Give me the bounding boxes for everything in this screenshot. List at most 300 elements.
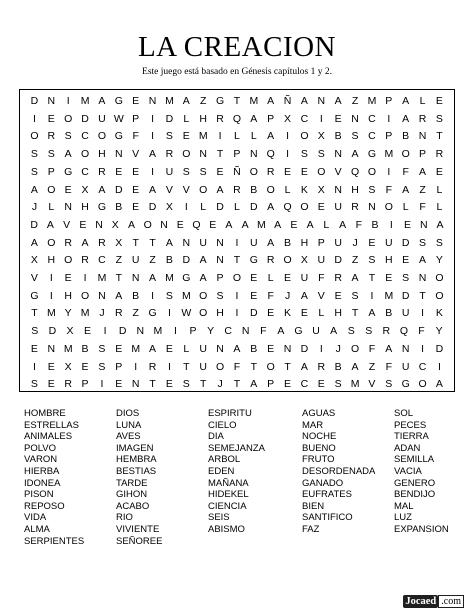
grid-letter[interactable]: G bbox=[294, 325, 303, 338]
grid-letter[interactable]: S bbox=[351, 130, 359, 143]
grid-letter[interactable]: K bbox=[284, 307, 292, 320]
grid-letter[interactable]: E bbox=[284, 272, 292, 284]
grid-letter[interactable]: I bbox=[370, 289, 374, 302]
grid-letter[interactable]: T bbox=[216, 148, 224, 161]
grid-letter[interactable]: P bbox=[385, 95, 393, 107]
grid-letter[interactable]: B bbox=[284, 236, 292, 249]
grid-letter[interactable]: H bbox=[334, 307, 342, 320]
grid-letter[interactable]: S bbox=[165, 130, 173, 143]
grid-letter[interactable]: Q bbox=[399, 325, 409, 338]
grid-letter[interactable]: H bbox=[64, 289, 72, 302]
grid-letter[interactable]: U bbox=[300, 272, 309, 284]
grid-letter[interactable]: D bbox=[30, 95, 39, 107]
grid-letter[interactable]: H bbox=[216, 307, 224, 320]
grid-letter[interactable]: N bbox=[241, 325, 250, 338]
grid-letter[interactable]: I bbox=[184, 201, 188, 214]
grid-letter[interactable]: M bbox=[97, 272, 107, 284]
grid-letter[interactable]: P bbox=[267, 378, 275, 391]
grid-letter[interactable]: T bbox=[419, 289, 426, 302]
grid-letter[interactable]: A bbox=[98, 95, 106, 107]
grid-letter[interactable]: E bbox=[209, 218, 217, 231]
grid-letter[interactable]: A bbox=[351, 272, 359, 284]
grid-letter[interactable]: U bbox=[250, 236, 258, 249]
grid-letter[interactable]: Q bbox=[266, 148, 275, 161]
grid-letter[interactable]: E bbox=[132, 95, 140, 107]
grid-letter[interactable]: R bbox=[64, 378, 72, 391]
grid-letter[interactable]: I bbox=[49, 272, 53, 284]
grid-letter[interactable]: D bbox=[81, 112, 89, 125]
grid-letter[interactable]: L bbox=[183, 112, 190, 125]
grid-letter[interactable]: A bbox=[351, 360, 359, 373]
grid-letter[interactable]: E bbox=[64, 272, 72, 284]
grid-letter[interactable]: U bbox=[334, 201, 342, 214]
grid-letter[interactable]: E bbox=[402, 254, 410, 267]
grid-letter[interactable]: E bbox=[290, 218, 298, 231]
grid-letter[interactable]: C bbox=[81, 165, 89, 178]
grid-letter[interactable]: K bbox=[435, 307, 443, 320]
grid-letter[interactable]: M bbox=[131, 342, 141, 355]
grid-letter[interactable]: D bbox=[216, 201, 224, 214]
grid-letter[interactable]: N bbox=[136, 325, 145, 338]
grid-letter[interactable]: R bbox=[64, 236, 72, 249]
grid-letter[interactable]: O bbox=[199, 183, 208, 196]
grid-letter[interactable]: R bbox=[47, 130, 56, 143]
grid-letter[interactable]: E bbox=[47, 112, 55, 125]
grid-letter[interactable]: F bbox=[368, 342, 376, 355]
grid-letter[interactable]: S bbox=[334, 378, 342, 391]
grid-letter[interactable]: G bbox=[367, 148, 377, 161]
grid-letter[interactable]: S bbox=[47, 148, 55, 161]
grid-letter[interactable]: N bbox=[216, 254, 224, 267]
grid-letter[interactable]: G bbox=[97, 201, 107, 214]
grid-letter[interactable]: I bbox=[173, 325, 177, 338]
grid-letter[interactable]: T bbox=[149, 236, 156, 249]
grid-letter[interactable]: O bbox=[232, 272, 242, 284]
grid-letter[interactable]: M bbox=[165, 95, 174, 107]
grid-letter[interactable]: P bbox=[267, 112, 275, 125]
grid-letter[interactable]: I bbox=[218, 130, 222, 143]
grid-letter[interactable]: C bbox=[300, 112, 309, 125]
grid-letter[interactable]: A bbox=[225, 218, 233, 231]
grid-letter[interactable]: Z bbox=[115, 254, 123, 267]
grid-letter[interactable]: U bbox=[385, 236, 393, 249]
grid-letter[interactable]: E bbox=[267, 342, 275, 355]
grid-letter[interactable]: A bbox=[435, 378, 443, 391]
grid-letter[interactable]: E bbox=[84, 325, 92, 338]
grid-letter[interactable]: L bbox=[250, 130, 257, 143]
grid-letter[interactable]: R bbox=[165, 148, 174, 161]
grid-letter[interactable]: O bbox=[80, 148, 90, 161]
grid-letter[interactable]: L bbox=[234, 130, 240, 143]
grid-letter[interactable]: D bbox=[250, 201, 258, 214]
grid-letter[interactable]: B bbox=[132, 289, 140, 302]
grid-letter[interactable]: Q bbox=[350, 165, 360, 178]
grid-letter[interactable]: E bbox=[182, 130, 190, 143]
grid-letter[interactable]: A bbox=[199, 254, 207, 267]
grid-letter[interactable]: A bbox=[300, 95, 308, 107]
grid-letter[interactable]: E bbox=[284, 378, 292, 391]
grid-letter[interactable]: F bbox=[260, 325, 267, 338]
grid-letter[interactable]: M bbox=[165, 272, 174, 284]
grid-letter[interactable]: D bbox=[182, 254, 191, 267]
grid-letter[interactable]: N bbox=[401, 342, 410, 355]
grid-letter[interactable]: L bbox=[436, 201, 443, 214]
grid-letter[interactable]: O bbox=[266, 183, 275, 196]
grid-letter[interactable]: I bbox=[151, 289, 155, 302]
grid-letter[interactable]: F bbox=[355, 218, 363, 231]
grid-letter[interactable]: O bbox=[80, 289, 90, 302]
grid-letter[interactable]: C bbox=[224, 325, 232, 338]
grid-letter[interactable]: A bbox=[402, 183, 410, 196]
grid-letter[interactable]: X bbox=[30, 254, 38, 267]
grid-letter[interactable]: U bbox=[312, 325, 320, 338]
grid-letter[interactable]: Y bbox=[64, 307, 72, 320]
grid-letter[interactable]: X bbox=[317, 130, 325, 143]
grid-letter[interactable]: E bbox=[404, 218, 412, 231]
grid-letter[interactable]: I bbox=[235, 289, 239, 302]
grid-letter[interactable]: L bbox=[323, 218, 330, 231]
grid-letter[interactable]: R bbox=[98, 236, 106, 249]
grid-letter[interactable]: S bbox=[165, 289, 173, 302]
grid-letter[interactable]: C bbox=[368, 112, 376, 125]
grid-letter[interactable]: Z bbox=[149, 254, 156, 267]
grid-letter[interactable]: F bbox=[233, 360, 241, 373]
grid-letter[interactable]: O bbox=[215, 360, 225, 373]
grid-letter[interactable]: E bbox=[47, 378, 55, 391]
grid-letter[interactable]: H bbox=[351, 183, 359, 196]
grid-letter[interactable]: I bbox=[100, 378, 104, 391]
grid-letter[interactable]: A bbox=[149, 183, 157, 196]
grid-letter[interactable]: E bbox=[165, 378, 173, 391]
grid-letter[interactable]: A bbox=[250, 378, 258, 391]
grid-letter[interactable]: G bbox=[249, 254, 258, 267]
grid-letter[interactable]: A bbox=[330, 325, 338, 338]
grid-letter[interactable]: I bbox=[286, 148, 290, 161]
grid-letter[interactable]: O bbox=[249, 165, 258, 178]
grid-letter[interactable]: P bbox=[216, 272, 224, 284]
grid-letter[interactable]: U bbox=[199, 360, 207, 373]
grid-letter[interactable]: I bbox=[235, 307, 239, 320]
grid-letter[interactable]: A bbox=[199, 272, 207, 284]
grid-letter[interactable]: U bbox=[401, 360, 410, 373]
grid-letter[interactable]: U bbox=[131, 254, 140, 267]
grid-letter[interactable]: T bbox=[284, 360, 291, 373]
grid-letter[interactable]: U bbox=[199, 342, 207, 355]
grid-letter[interactable]: E bbox=[132, 165, 140, 178]
grid-letter[interactable]: T bbox=[233, 254, 241, 267]
grid-letter[interactable]: B bbox=[334, 130, 342, 143]
grid-letter[interactable]: A bbox=[419, 254, 427, 267]
grid-letter[interactable]: A bbox=[64, 148, 72, 161]
grid-letter[interactable]: L bbox=[267, 272, 274, 284]
grid-letter[interactable]: B bbox=[385, 307, 393, 320]
grid-letter[interactable]: O bbox=[182, 148, 191, 161]
grid-letter[interactable]: M bbox=[384, 289, 394, 302]
grid-letter[interactable]: N bbox=[131, 378, 140, 391]
grid-letter[interactable]: I bbox=[66, 95, 70, 107]
grid-letter[interactable]: J bbox=[352, 236, 358, 249]
grid-letter[interactable]: A bbox=[402, 95, 410, 107]
grid-letter[interactable]: O bbox=[300, 201, 309, 214]
grid-letter[interactable]: O bbox=[283, 254, 292, 267]
grid-letter[interactable]: S bbox=[435, 112, 443, 125]
grid-letter[interactable]: E bbox=[216, 165, 224, 178]
grid-letter[interactable]: X bbox=[317, 183, 325, 196]
grid-letter[interactable]: A bbox=[368, 307, 376, 320]
grid-letter[interactable]: N bbox=[418, 272, 427, 284]
grid-letter[interactable]: E bbox=[317, 201, 325, 214]
grid-letter[interactable]: O bbox=[350, 342, 360, 355]
grid-letter[interactable]: T bbox=[250, 360, 258, 373]
grid-letter[interactable]: G bbox=[114, 130, 123, 143]
grid-letter[interactable]: B bbox=[334, 360, 342, 373]
grid-letter[interactable]: W bbox=[113, 112, 124, 125]
grid-letter[interactable]: Z bbox=[351, 254, 359, 267]
grid-letter[interactable]: O bbox=[47, 236, 56, 249]
grid-letter[interactable]: O bbox=[64, 254, 73, 267]
grid-letter[interactable]: N bbox=[95, 218, 103, 231]
grid-letter[interactable]: A bbox=[98, 183, 106, 196]
grid-letter[interactable]: N bbox=[351, 112, 359, 125]
grid-letter[interactable]: F bbox=[385, 183, 393, 196]
grid-letter[interactable]: X bbox=[111, 218, 119, 231]
grid-letter[interactable]: S bbox=[30, 378, 38, 391]
grid-letter[interactable]: M bbox=[46, 307, 56, 320]
grid-letter[interactable]: I bbox=[167, 307, 171, 320]
grid-letter[interactable]: N bbox=[148, 95, 157, 107]
grid-letter[interactable]: I bbox=[151, 130, 155, 143]
grid-letter[interactable]: I bbox=[389, 218, 393, 231]
grid-letter[interactable]: L bbox=[200, 201, 207, 214]
grid-letter[interactable]: A bbox=[182, 95, 190, 107]
grid-letter[interactable]: H bbox=[47, 254, 56, 267]
grid-letter[interactable]: Q bbox=[192, 218, 201, 231]
grid-letter[interactable]: I bbox=[32, 360, 36, 373]
grid-letter[interactable]: M bbox=[257, 218, 266, 231]
grid-letter[interactable]: P bbox=[115, 360, 123, 373]
grid-letter[interactable]: N bbox=[216, 342, 224, 355]
grid-letter[interactable]: O bbox=[97, 130, 107, 143]
grid-letter[interactable]: A bbox=[30, 183, 38, 196]
grid-letter[interactable]: V bbox=[30, 272, 38, 284]
grid-letter[interactable]: A bbox=[165, 236, 173, 249]
grid-letter[interactable]: L bbox=[318, 307, 325, 320]
grid-letter[interactable]: E bbox=[132, 183, 140, 196]
grid-letter[interactable]: A bbox=[300, 289, 308, 302]
grid-letter[interactable]: U bbox=[401, 307, 410, 320]
grid-letter[interactable]: O bbox=[64, 112, 73, 125]
grid-letter[interactable]: X bbox=[64, 360, 72, 373]
grid-letter[interactable]: M bbox=[384, 148, 394, 161]
grid-letter[interactable]: A bbox=[149, 272, 157, 284]
grid-letter[interactable]: Z bbox=[368, 360, 376, 373]
grid-letter[interactable]: X bbox=[165, 201, 173, 214]
grid-letter[interactable]: R bbox=[418, 112, 427, 125]
grid-letter[interactable]: A bbox=[233, 342, 241, 355]
grid-letter[interactable]: N bbox=[283, 342, 292, 355]
grid-letter[interactable]: R bbox=[98, 165, 106, 178]
grid-letter[interactable]: S bbox=[347, 325, 355, 338]
grid-letter[interactable]: D bbox=[401, 236, 410, 249]
grid-letter[interactable]: R bbox=[435, 148, 444, 161]
grid-letter[interactable]: A bbox=[115, 289, 123, 302]
grid-letter[interactable]: J bbox=[31, 201, 38, 214]
grid-letter[interactable]: C bbox=[418, 360, 427, 373]
grid-letter[interactable]: E bbox=[250, 272, 258, 284]
grid-letter[interactable]: A bbox=[306, 218, 314, 231]
grid-letter[interactable]: R bbox=[115, 307, 123, 320]
grid-letter[interactable]: Q bbox=[283, 201, 292, 214]
grid-letter[interactable]: U bbox=[98, 112, 106, 125]
grid-letter[interactable]: I bbox=[151, 165, 155, 178]
grid-letter[interactable]: T bbox=[115, 272, 123, 284]
grid-letter[interactable]: Z bbox=[419, 183, 426, 196]
grid-letter[interactable]: Ñ bbox=[233, 165, 241, 178]
grid-letter[interactable]: E bbox=[368, 236, 376, 249]
grid-letter[interactable]: M bbox=[367, 95, 377, 107]
grid-letter[interactable]: E bbox=[317, 378, 325, 391]
grid-letter[interactable]: I bbox=[421, 342, 425, 355]
grid-letter[interactable]: S bbox=[368, 183, 376, 196]
grid-letter[interactable]: M bbox=[350, 378, 360, 391]
grid-letter[interactable]: O bbox=[143, 218, 152, 231]
grid-letter[interactable]: X bbox=[284, 112, 292, 125]
grid-letter[interactable]: N bbox=[418, 130, 427, 143]
grid-letter[interactable]: E bbox=[300, 165, 308, 178]
grid-letter[interactable]: L bbox=[234, 201, 240, 214]
grid-letter[interactable]: O bbox=[47, 183, 56, 196]
grid-letter[interactable]: M bbox=[181, 289, 191, 302]
grid-letter[interactable]: O bbox=[199, 289, 208, 302]
grid-letter[interactable]: I bbox=[103, 325, 107, 338]
grid-letter[interactable]: Y bbox=[207, 325, 215, 338]
grid-letter[interactable]: N bbox=[250, 148, 258, 161]
grid-letter[interactable]: P bbox=[47, 165, 55, 178]
grid-letter[interactable]: T bbox=[351, 307, 359, 320]
grid-letter[interactable]: F bbox=[402, 165, 409, 178]
grid-letter[interactable]: E bbox=[435, 165, 443, 178]
grid-letter[interactable]: Z bbox=[132, 307, 139, 320]
grid-letter[interactable]: J bbox=[99, 307, 105, 320]
grid-letter[interactable]: N bbox=[317, 95, 326, 107]
grid-letter[interactable]: E bbox=[132, 201, 140, 214]
grid-letter[interactable]: A bbox=[267, 95, 275, 107]
grid-letter[interactable]: B bbox=[371, 218, 379, 231]
grid-letter[interactable]: H bbox=[300, 236, 309, 249]
grid-letter[interactable]: T bbox=[436, 130, 443, 143]
grid-letter[interactable]: A bbox=[300, 360, 308, 373]
grid-letter[interactable]: I bbox=[83, 272, 87, 284]
grid-letter[interactable]: Y bbox=[435, 254, 443, 267]
grid-letter[interactable]: N bbox=[47, 95, 56, 107]
grid-letter[interactable]: P bbox=[233, 148, 241, 161]
grid-letter[interactable]: E bbox=[284, 165, 292, 178]
grid-letter[interactable]: M bbox=[80, 95, 90, 107]
grid-letter[interactable]: A bbox=[267, 236, 275, 249]
grid-letter[interactable]: Q bbox=[232, 112, 242, 125]
grid-letter[interactable]: I bbox=[319, 112, 323, 125]
grid-letter[interactable]: J bbox=[284, 289, 291, 302]
grid-letter[interactable]: N bbox=[131, 272, 140, 284]
grid-letter[interactable]: N bbox=[216, 236, 224, 249]
grid-letter[interactable]: S bbox=[30, 148, 38, 161]
grid-letter[interactable]: I bbox=[421, 307, 425, 320]
grid-letter[interactable]: E bbox=[30, 342, 38, 355]
grid-letter[interactable]: B bbox=[81, 342, 89, 355]
grid-letter[interactable]: R bbox=[317, 360, 326, 373]
grid-letter[interactable]: A bbox=[149, 148, 157, 161]
grid-letter[interactable]: V bbox=[182, 183, 190, 196]
grid-letter[interactable]: E bbox=[115, 342, 123, 355]
grid-letter[interactable]: O bbox=[418, 378, 427, 391]
grid-letter[interactable]: G bbox=[148, 307, 157, 320]
grid-letter[interactable]: I bbox=[286, 130, 290, 143]
grid-letter[interactable]: E bbox=[47, 360, 55, 373]
grid-letter[interactable]: I bbox=[167, 360, 171, 373]
grid-letter[interactable]: U bbox=[165, 165, 174, 178]
grid-letter[interactable]: O bbox=[401, 148, 410, 161]
grid-letter[interactable]: E bbox=[334, 112, 342, 125]
grid-letter[interactable]: S bbox=[435, 236, 443, 249]
grid-letter[interactable]: O bbox=[435, 289, 444, 302]
grid-letter[interactable]: U bbox=[334, 236, 342, 249]
grid-letter[interactable]: D bbox=[118, 325, 127, 338]
grid-letter[interactable]: N bbox=[64, 201, 72, 214]
grid-letter[interactable]: V bbox=[165, 183, 173, 196]
grid-letter[interactable]: N bbox=[419, 218, 428, 231]
grid-letter[interactable]: V bbox=[63, 218, 71, 231]
grid-letter[interactable]: X bbox=[66, 325, 74, 338]
grid-letter[interactable]: O bbox=[266, 360, 275, 373]
grid-letter[interactable]: S bbox=[351, 289, 359, 302]
grid-letter[interactable]: D bbox=[48, 325, 57, 338]
grid-letter[interactable]: G bbox=[182, 272, 191, 284]
grid-letter[interactable]: S bbox=[385, 378, 393, 391]
grid-letter[interactable]: N bbox=[334, 183, 342, 196]
grid-letter[interactable]: O bbox=[384, 201, 393, 214]
grid-letter[interactable]: A bbox=[334, 95, 342, 107]
grid-letter[interactable]: S bbox=[365, 325, 373, 338]
grid-letter[interactable]: N bbox=[160, 218, 168, 231]
grid-letter[interactable]: F bbox=[419, 201, 426, 214]
grid-letter[interactable]: X bbox=[300, 254, 308, 267]
grid-letter[interactable]: A bbox=[277, 325, 285, 338]
grid-letter[interactable]: R bbox=[351, 201, 359, 214]
grid-letter[interactable]: P bbox=[385, 130, 393, 143]
grid-letter[interactable]: T bbox=[31, 307, 38, 320]
grid-letter[interactable]: A bbox=[402, 112, 410, 125]
grid-letter[interactable]: S bbox=[98, 342, 106, 355]
grid-letter[interactable]: S bbox=[199, 165, 207, 178]
grid-letter[interactable]: S bbox=[419, 236, 427, 249]
grid-letter[interactable]: E bbox=[165, 342, 173, 355]
grid-letter[interactable]: A bbox=[267, 130, 275, 143]
grid-letter[interactable]: D bbox=[115, 183, 123, 196]
grid-letter[interactable]: C bbox=[98, 254, 106, 267]
grid-letter[interactable]: P bbox=[132, 112, 140, 125]
grid-letter[interactable]: A bbox=[351, 148, 359, 161]
grid-letter[interactable]: O bbox=[30, 130, 39, 143]
grid-letter[interactable]: N bbox=[334, 148, 342, 161]
grid-letter[interactable]: I bbox=[319, 342, 323, 355]
grid-letter[interactable]: E bbox=[250, 289, 258, 302]
grid-letter[interactable]: A bbox=[419, 165, 427, 178]
grid-letter[interactable]: S bbox=[300, 148, 308, 161]
grid-letter[interactable]: G bbox=[215, 95, 225, 107]
grid-letter[interactable]: L bbox=[48, 201, 55, 214]
grid-letter[interactable]: L bbox=[183, 342, 190, 355]
grid-letter[interactable]: A bbox=[250, 112, 258, 125]
